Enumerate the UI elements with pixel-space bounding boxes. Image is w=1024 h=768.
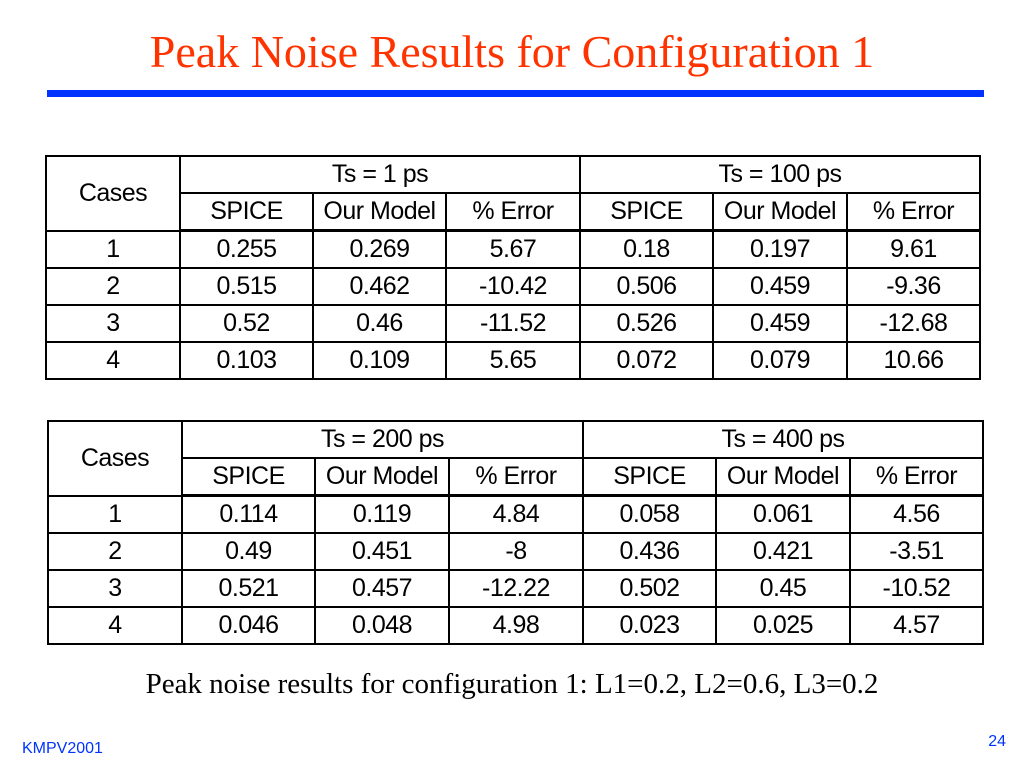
column-header: Our Model [716, 458, 850, 496]
table-row [46, 342, 980, 379]
table-cell: 0.459 [713, 305, 847, 342]
column-header: Our Model [313, 193, 446, 231]
table-cell: 0.023 [583, 607, 716, 644]
column-header: % Error [847, 193, 980, 231]
table-cell: -8 [449, 533, 583, 570]
table-group-header-row [46, 156, 980, 193]
footer-label: KMPV2001 [22, 740, 103, 757]
table-cell: 0.459 [713, 268, 847, 305]
table-cell: 0.52 [180, 305, 313, 342]
table-row [46, 268, 980, 305]
table-cell: 0.103 [180, 342, 313, 379]
table-cell: 0.119 [315, 496, 449, 534]
group-header: Ts = 100 ps [580, 156, 980, 193]
group-header: Ts = 1 ps [180, 156, 580, 193]
table-row [48, 533, 983, 570]
table-cell: 0.515 [180, 268, 313, 305]
table-row [46, 305, 980, 342]
table-cell: 0.079 [713, 342, 847, 379]
table-cell: 0.109 [313, 342, 446, 379]
table-cell: 1 [48, 496, 182, 534]
table-cell: 1 [46, 231, 180, 269]
page-number: 24 [988, 733, 1006, 750]
table-cell: 4.56 [850, 496, 983, 534]
table-cell: 0.521 [182, 570, 315, 607]
table-cell: 2 [48, 533, 182, 570]
table-cell: 0.49 [182, 533, 315, 570]
table-cell: 0.457 [315, 570, 449, 607]
column-header: % Error [446, 193, 580, 231]
column-header: SPICE [583, 458, 716, 496]
table-cell: 0.046 [182, 607, 315, 644]
table-cell: 0.526 [580, 305, 713, 342]
table-cell: -11.52 [446, 305, 580, 342]
table-cell: 0.058 [583, 496, 716, 534]
column-header: SPICE [182, 458, 315, 496]
table-cell: 0.451 [315, 533, 449, 570]
table-cell: 9.61 [847, 231, 980, 269]
group-header: Ts = 200 ps [182, 421, 583, 458]
table-row [46, 231, 980, 269]
table-cell: 0.255 [180, 231, 313, 269]
table-cell: 0.45 [716, 570, 850, 607]
table-cell: -3.51 [850, 533, 983, 570]
table-subheader-row [48, 458, 983, 496]
title-underline [47, 90, 984, 97]
table-cell: 0.506 [580, 268, 713, 305]
cases-header: Cases [46, 156, 180, 231]
table-row [48, 570, 983, 607]
table-cell: 0.025 [716, 607, 850, 644]
column-header: % Error [449, 458, 583, 496]
results-table-2 [47, 420, 984, 645]
table-cell: 0.048 [315, 607, 449, 644]
table-cell: -9.36 [847, 268, 980, 305]
table-cell: 0.436 [583, 533, 716, 570]
cases-header: Cases [48, 421, 182, 496]
table-cell: 2 [46, 268, 180, 305]
table-cell: 4 [48, 607, 182, 644]
table-cell: 0.18 [580, 231, 713, 269]
table-cell: 4.57 [850, 607, 983, 644]
table-cell: 0.269 [313, 231, 446, 269]
table-cell: 0.46 [313, 305, 446, 342]
table-cell: 5.65 [446, 342, 580, 379]
table-cell: 0.061 [716, 496, 850, 534]
table-cell: 5.67 [446, 231, 580, 269]
table-cell: -10.52 [850, 570, 983, 607]
table-cell: 0.421 [716, 533, 850, 570]
table-cell: 0.197 [713, 231, 847, 269]
table-cell: -12.22 [449, 570, 583, 607]
table-cell: 10.66 [847, 342, 980, 379]
table-row [48, 607, 983, 644]
table-cell: 0.462 [313, 268, 446, 305]
table-subheader-row [46, 193, 980, 231]
table-caption: Peak noise results for configuration 1: L1=0.2, L2=0.6, L3=0.2 [145, 668, 879, 700]
column-header: SPICE [180, 193, 313, 231]
column-header: Our Model [713, 193, 847, 231]
table-cell: 3 [48, 570, 182, 607]
column-header: SPICE [580, 193, 713, 231]
results-table-1 [45, 155, 981, 380]
table-cell: 0.502 [583, 570, 716, 607]
table-cell: -12.68 [847, 305, 980, 342]
table-cell: -10.42 [446, 268, 580, 305]
table-cell: 4.84 [449, 496, 583, 534]
slide-title: Peak Noise Results for Configuration 1 [149, 26, 875, 77]
group-header: Ts = 400 ps [583, 421, 983, 458]
table-group-header-row [48, 421, 983, 458]
table-cell: 0.114 [182, 496, 315, 534]
table-cell: 4.98 [449, 607, 583, 644]
table-row [48, 496, 983, 534]
table-cell: 4 [46, 342, 180, 379]
table-cell: 3 [46, 305, 180, 342]
table-cell: 0.072 [580, 342, 713, 379]
column-header: % Error [850, 458, 983, 496]
column-header: Our Model [315, 458, 449, 496]
